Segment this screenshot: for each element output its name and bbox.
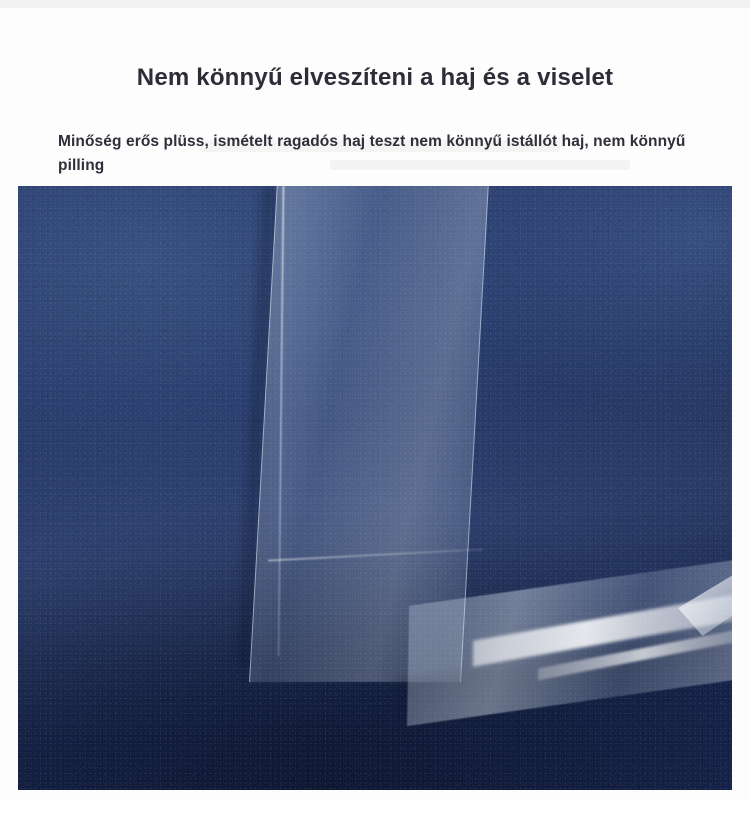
description-text: Minőség erős plüss, ismételt ragadós haj teszt nem könnyű istállót haj, nem könnyű pilling — [58, 132, 686, 174]
product-photo — [18, 186, 732, 790]
top-divider-bar — [0, 0, 750, 8]
footer-spacer — [0, 799, 750, 825]
page-title: Nem könnyű elveszíteni a haj és a viselet — [136, 64, 614, 92]
